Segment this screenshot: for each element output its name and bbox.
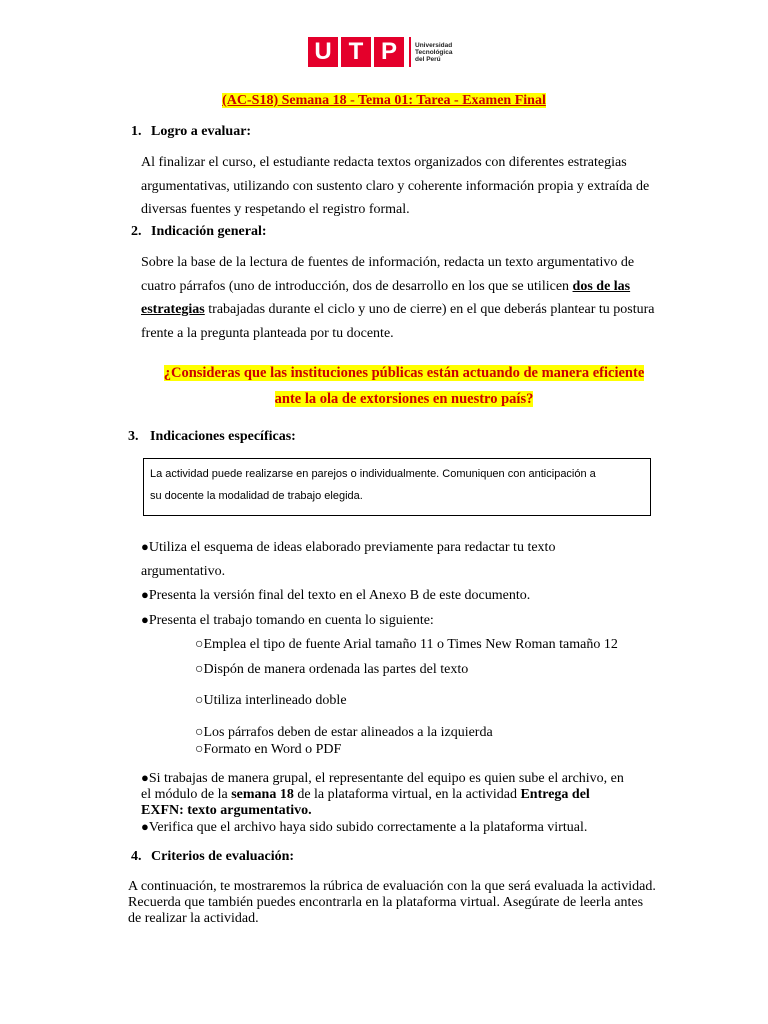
sub-bullet-group	[195, 724, 493, 758]
sub-bullet-text: Emplea el tipo de fuente Arial tamaño 11 o Times New Roman tamaño 12	[203, 637, 618, 652]
circle-bullet-icon: ○	[195, 637, 204, 652]
question-line: ¿Consideras que las instituciones públicas están actuando de manera eficiente	[163, 365, 645, 381]
paragraph-line	[141, 298, 655, 322]
paragraph-line: Recuerda que también puedes encontrarla en la plataforma virtual. Asegúrate de leerla antes	[128, 895, 644, 910]
circle-bullet-icon: ○	[195, 725, 204, 740]
document-title	[0, 93, 768, 109]
emphasis-text: semana 18	[231, 787, 294, 802]
circle-bullet-icon: ○	[195, 742, 204, 757]
logo-text-line: Tecnológica	[415, 48, 453, 56]
text-run: trabajadas durante el ciclo y uno de cierre) en el que deberás plantear tu postura	[204, 302, 655, 317]
sub-bullet-text: Dispón de manera ordenada las partes del texto	[203, 662, 469, 677]
box-line: La actividad puede realizarse en parejos o individualmente. Comuniquen con anticipación a	[150, 468, 596, 480]
section-number: 3.	[128, 429, 139, 444]
section-1-heading	[131, 124, 251, 140]
emphasis-text: Entrega del	[520, 787, 590, 802]
paragraph-line: diversas fuentes y respetando el registro formal.	[141, 202, 410, 217]
question-line: ante la ola de extorsiones en nuestro país?	[274, 391, 534, 407]
bullet-text: Si trabajas de manera grupal, el representante del equipo es quien sube el archivo, en	[148, 771, 624, 786]
section-3-heading	[128, 429, 296, 445]
bullet-icon: ●	[141, 587, 149, 602]
bullet-item	[141, 535, 555, 583]
sub-bullet-item	[195, 658, 468, 682]
paragraph-line: frente a la pregunta planteada por tu docente.	[141, 325, 394, 341]
bullet-item	[141, 608, 434, 633]
activity-note-box	[143, 458, 651, 516]
section-heading-text: Criterios de evaluación:	[151, 849, 295, 864]
emphasis-text: estrategias	[141, 302, 205, 317]
sub-bullet-item	[195, 633, 618, 657]
bullet-icon: ●	[141, 819, 149, 834]
logo-wordmark	[415, 42, 452, 63]
section-2-body	[141, 251, 655, 345]
sub-bullet-text: Formato en Word o PDF	[203, 742, 342, 757]
section-number: 1.	[131, 124, 142, 139]
logo-text-line: del Perú	[415, 55, 441, 63]
bullet-text: argumentativo.	[141, 563, 226, 579]
bullet-icon: ●	[141, 770, 149, 785]
document-title-text: (AC-S18) Semana 18 - Tema 01: Tarea - Examen Final	[222, 93, 546, 108]
sub-bullet-text: Utiliza interlineado doble	[203, 693, 347, 708]
sub-bullet-text: Los párrafos deben de estar alineados a la izquierda	[203, 725, 493, 740]
logo-letter-t: T	[341, 37, 371, 67]
logo-letter-p: P	[374, 37, 404, 67]
section-heading-text: Indicación general:	[151, 224, 267, 239]
logo-text-line: Universidad	[415, 41, 453, 49]
section-2-heading	[131, 224, 267, 240]
emphasis-text: EXFN: texto argumentativo.	[141, 803, 312, 818]
bullet-text: Presenta el trabajo tomando en cuenta lo siguiente:	[148, 613, 434, 628]
section-1-body	[141, 151, 649, 222]
section-heading-text: Indicaciones específicas:	[150, 429, 296, 444]
circle-bullet-icon: ○	[195, 693, 204, 708]
section-number: 4.	[131, 849, 142, 864]
paragraph-line: de realizar la actividad.	[128, 911, 259, 926]
paragraph-line: A continuación, te mostraremos la rúbrica de evaluación con la que será evaluada la actividad.	[128, 879, 656, 894]
paragraph-line	[141, 275, 655, 299]
section-4-heading	[131, 849, 294, 865]
logo-separator	[409, 37, 411, 67]
paragraph-line: argumentativas, utilizando con sustento claro y coherente información propia y extraída de	[141, 178, 650, 194]
circle-bullet-icon: ○	[195, 662, 204, 677]
bullet-text: Utiliza el esquema de ideas elaborado previamente para redactar tu texto	[148, 540, 556, 555]
bullet-icon: ●	[141, 612, 149, 627]
paragraph-line: Al finalizar el curso, el estudiante redacta textos organizados con diferentes estrategias	[141, 155, 627, 170]
text-run: el módulo de la	[141, 787, 232, 802]
bullet-text: Presenta la versión final del texto en el Anexo B de este documento.	[148, 588, 531, 603]
section-4-body	[128, 879, 666, 927]
paragraph-line: Sobre la base de la lectura de fuentes de información, redacta un texto argumentativo de	[141, 255, 635, 270]
text-run: cuatro párrafos (uno de introducción, dos de desarrollo en los que se utilicen	[141, 278, 573, 294]
text-run: de la plataforma virtual, en la actividad	[293, 787, 521, 802]
logo-letter-u: U	[308, 37, 338, 67]
bullet-text: Verifica que el archivo haya sido subido correctamente a la plataforma virtual.	[148, 820, 588, 835]
emphasis-text: dos de las	[572, 278, 631, 294]
sub-bullet-item	[195, 689, 347, 713]
bullet-item	[141, 583, 530, 608]
box-line: su docente la modalidad de trabajo elegida.	[150, 490, 363, 502]
bullet-item-group	[141, 770, 624, 836]
section-heading-text: Logro a evaluar:	[151, 124, 252, 139]
guiding-question	[140, 360, 668, 412]
bullet-icon: ●	[141, 539, 149, 554]
utp-logo	[308, 36, 452, 68]
section-number: 2.	[131, 224, 142, 239]
